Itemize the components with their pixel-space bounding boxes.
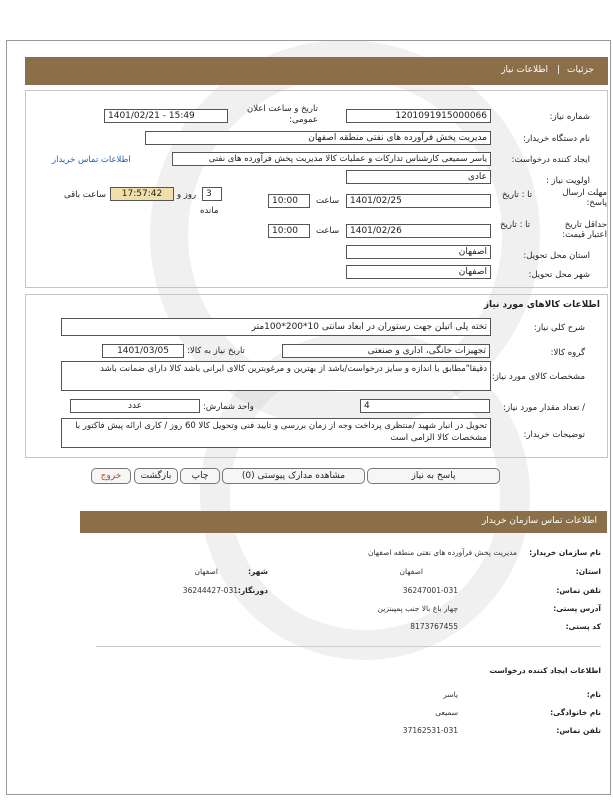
- first-name-label: نام:: [586, 690, 601, 699]
- contact-phone-value: 36247001-031: [402, 586, 458, 595]
- contact-phone-label: تلفن تماس:: [556, 586, 601, 595]
- fax-label: دورنگار:: [237, 586, 268, 595]
- header-bar: [25, 57, 608, 85]
- deadline-date-field: 1401/02/25: [346, 194, 491, 208]
- need-date-field: 1401/03/05: [102, 344, 184, 358]
- last-name-value: سمیعی: [435, 708, 458, 717]
- goods-spec-label: مشخصات کالای مورد نیاز:: [491, 372, 585, 382]
- buyer-name-label: نام دستگاه خریدار:: [523, 134, 590, 144]
- breadcrumb-root[interactable]: جزئیات: [567, 65, 594, 75]
- deadline-time-field: 10:00: [268, 194, 310, 208]
- fax-value: 36244427-031: [182, 586, 238, 595]
- validity-to-label: تا : تاریخ: [500, 220, 531, 230]
- deadline-time-label: ساعت: [316, 196, 340, 206]
- goods-spec-field: دقیقا"مطابق با اندازه و سایز درخواست/باشد از بهترین و مرغوبترین کالای ایرانی باشد کالا دارای ضمانت باشد: [61, 361, 491, 391]
- delivery-city-label: شهر محل تحویل:: [528, 270, 590, 280]
- buyer-notes-field: تحویل در انبار شهید /منتظری پرداخت وجه از زمان بررسی و تایید فنی وتحویل کالا 60 روز / کاری ارائه پیش فاکتور با مشخصات کالا الزامی است: [61, 418, 491, 448]
- delivery-city-field: اصفهان: [346, 265, 491, 279]
- org-value: مدیریت پخش فرآورده های نفتی منطقه اصفهان: [368, 548, 517, 557]
- creator-label: ایجاد کننده درخواست:: [511, 155, 590, 165]
- org-label: نام سازمان خریدار:: [529, 548, 601, 557]
- reply-button[interactable]: پاسخ به نیاز: [367, 468, 500, 484]
- validity-date-field: 1401/02/26: [346, 224, 491, 238]
- goods-group-label: گروه کالا:: [550, 348, 585, 358]
- contact-province-label: استان:: [575, 567, 601, 576]
- creator-field: یاسر سمیعی کارشناس تدارکات و عملیات کالا مدیریت پخش فرآورده های نفتی: [172, 152, 491, 166]
- goods-group-field: تجهیزات خانگی، اداری و صنعتی: [282, 344, 490, 358]
- goods-section-title: اطلاعات کالاهای مورد نیاز: [483, 300, 600, 310]
- validity-time-label: ساعت: [316, 226, 340, 236]
- need-number-field: 1201091915000066: [346, 109, 491, 123]
- breadcrumb-separator: |: [556, 65, 560, 75]
- announce-datetime-field: 1401/02/21 - 15:49: [104, 109, 228, 123]
- priority-label: اولویت نیاز :: [545, 176, 590, 186]
- deadline-to-label: تا : تاریخ: [502, 190, 533, 200]
- need-date-label: تاریخ نیاز به کالا:: [187, 346, 245, 356]
- print-button[interactable]: چاپ: [180, 468, 220, 484]
- goods-desc-label: شرح کلی نیاز:: [533, 323, 585, 333]
- delivery-province-label: استان محل تحویل:: [523, 251, 590, 261]
- last-name-label: نام خانوادگی:: [550, 708, 601, 717]
- contact-city-label: شهر:: [248, 567, 268, 576]
- validity-label: حداقل تاریخ اعتبار قیمت:: [562, 220, 607, 240]
- creator-phone-label: تلفن تماس:: [556, 726, 601, 735]
- address-value: چهار باغ بالا جنب پمپبنزین: [377, 604, 458, 613]
- creator-phone-value: 37162531-031: [402, 726, 458, 735]
- remaining-days-label: روز و: [177, 190, 197, 200]
- postal-code-label: کد پستی:: [565, 622, 601, 631]
- contact-divider: [96, 646, 601, 647]
- buyer-notes-label: توضیحات خریدار:: [523, 430, 585, 440]
- unit-label: واحد شمارش:: [203, 402, 254, 412]
- page-title: اطلاعات نیاز: [501, 65, 548, 75]
- exit-button[interactable]: خروج: [91, 468, 131, 484]
- postal-code-value: 8173767455: [410, 622, 458, 631]
- back-button[interactable]: بازگشت: [134, 468, 178, 484]
- unit-field: عدد: [70, 399, 200, 413]
- buyer-name-field: مدیریت پخش فرآورده های نفتی منطقه اصفهان: [145, 131, 491, 145]
- deadline-label: مهلت ارسال پاسخ:: [562, 188, 607, 208]
- remaining-time-field: 17:57:42: [110, 187, 174, 201]
- remaining-days-field: 3: [202, 187, 222, 201]
- contact-province-value: اصفهان: [399, 567, 423, 576]
- validity-time-field: 10:00: [268, 224, 310, 238]
- attachments-button[interactable]: مشاهده مدارک پیوستی (0): [222, 468, 365, 484]
- remaining-time-label-2: مانده: [200, 206, 219, 216]
- contact-city-value: اصفهان: [194, 567, 218, 576]
- address-label: آدرس پستی:: [553, 604, 601, 613]
- quantity-field: 4: [360, 399, 490, 413]
- goods-desc-field: تخته پلی اتیلن جهت رستوران در ابعاد سانتی 10*200*100متر: [61, 318, 491, 336]
- quantity-label: / تعداد مقدار مورد نیاز:: [503, 403, 585, 413]
- priority-field: عادی: [346, 170, 491, 184]
- buyer-contact-link[interactable]: اطلاعات تماس خریدار: [52, 155, 131, 165]
- remaining-time-label-1: ساعت باقی: [64, 190, 106, 200]
- contact-title: اطلاعات تماس سازمان خریدار: [481, 516, 597, 526]
- first-name-value: یاسر: [443, 690, 458, 699]
- creator-section-title: اطلاعات ایجاد کننده درخواست: [489, 666, 601, 675]
- contact-header-bar: [80, 511, 607, 533]
- announce-datetime-label: تاریخ و ساعت اعلان عمومی:: [246, 104, 318, 125]
- delivery-province-field: اصفهان: [346, 245, 491, 259]
- need-number-label: شماره نیاز:: [549, 112, 590, 122]
